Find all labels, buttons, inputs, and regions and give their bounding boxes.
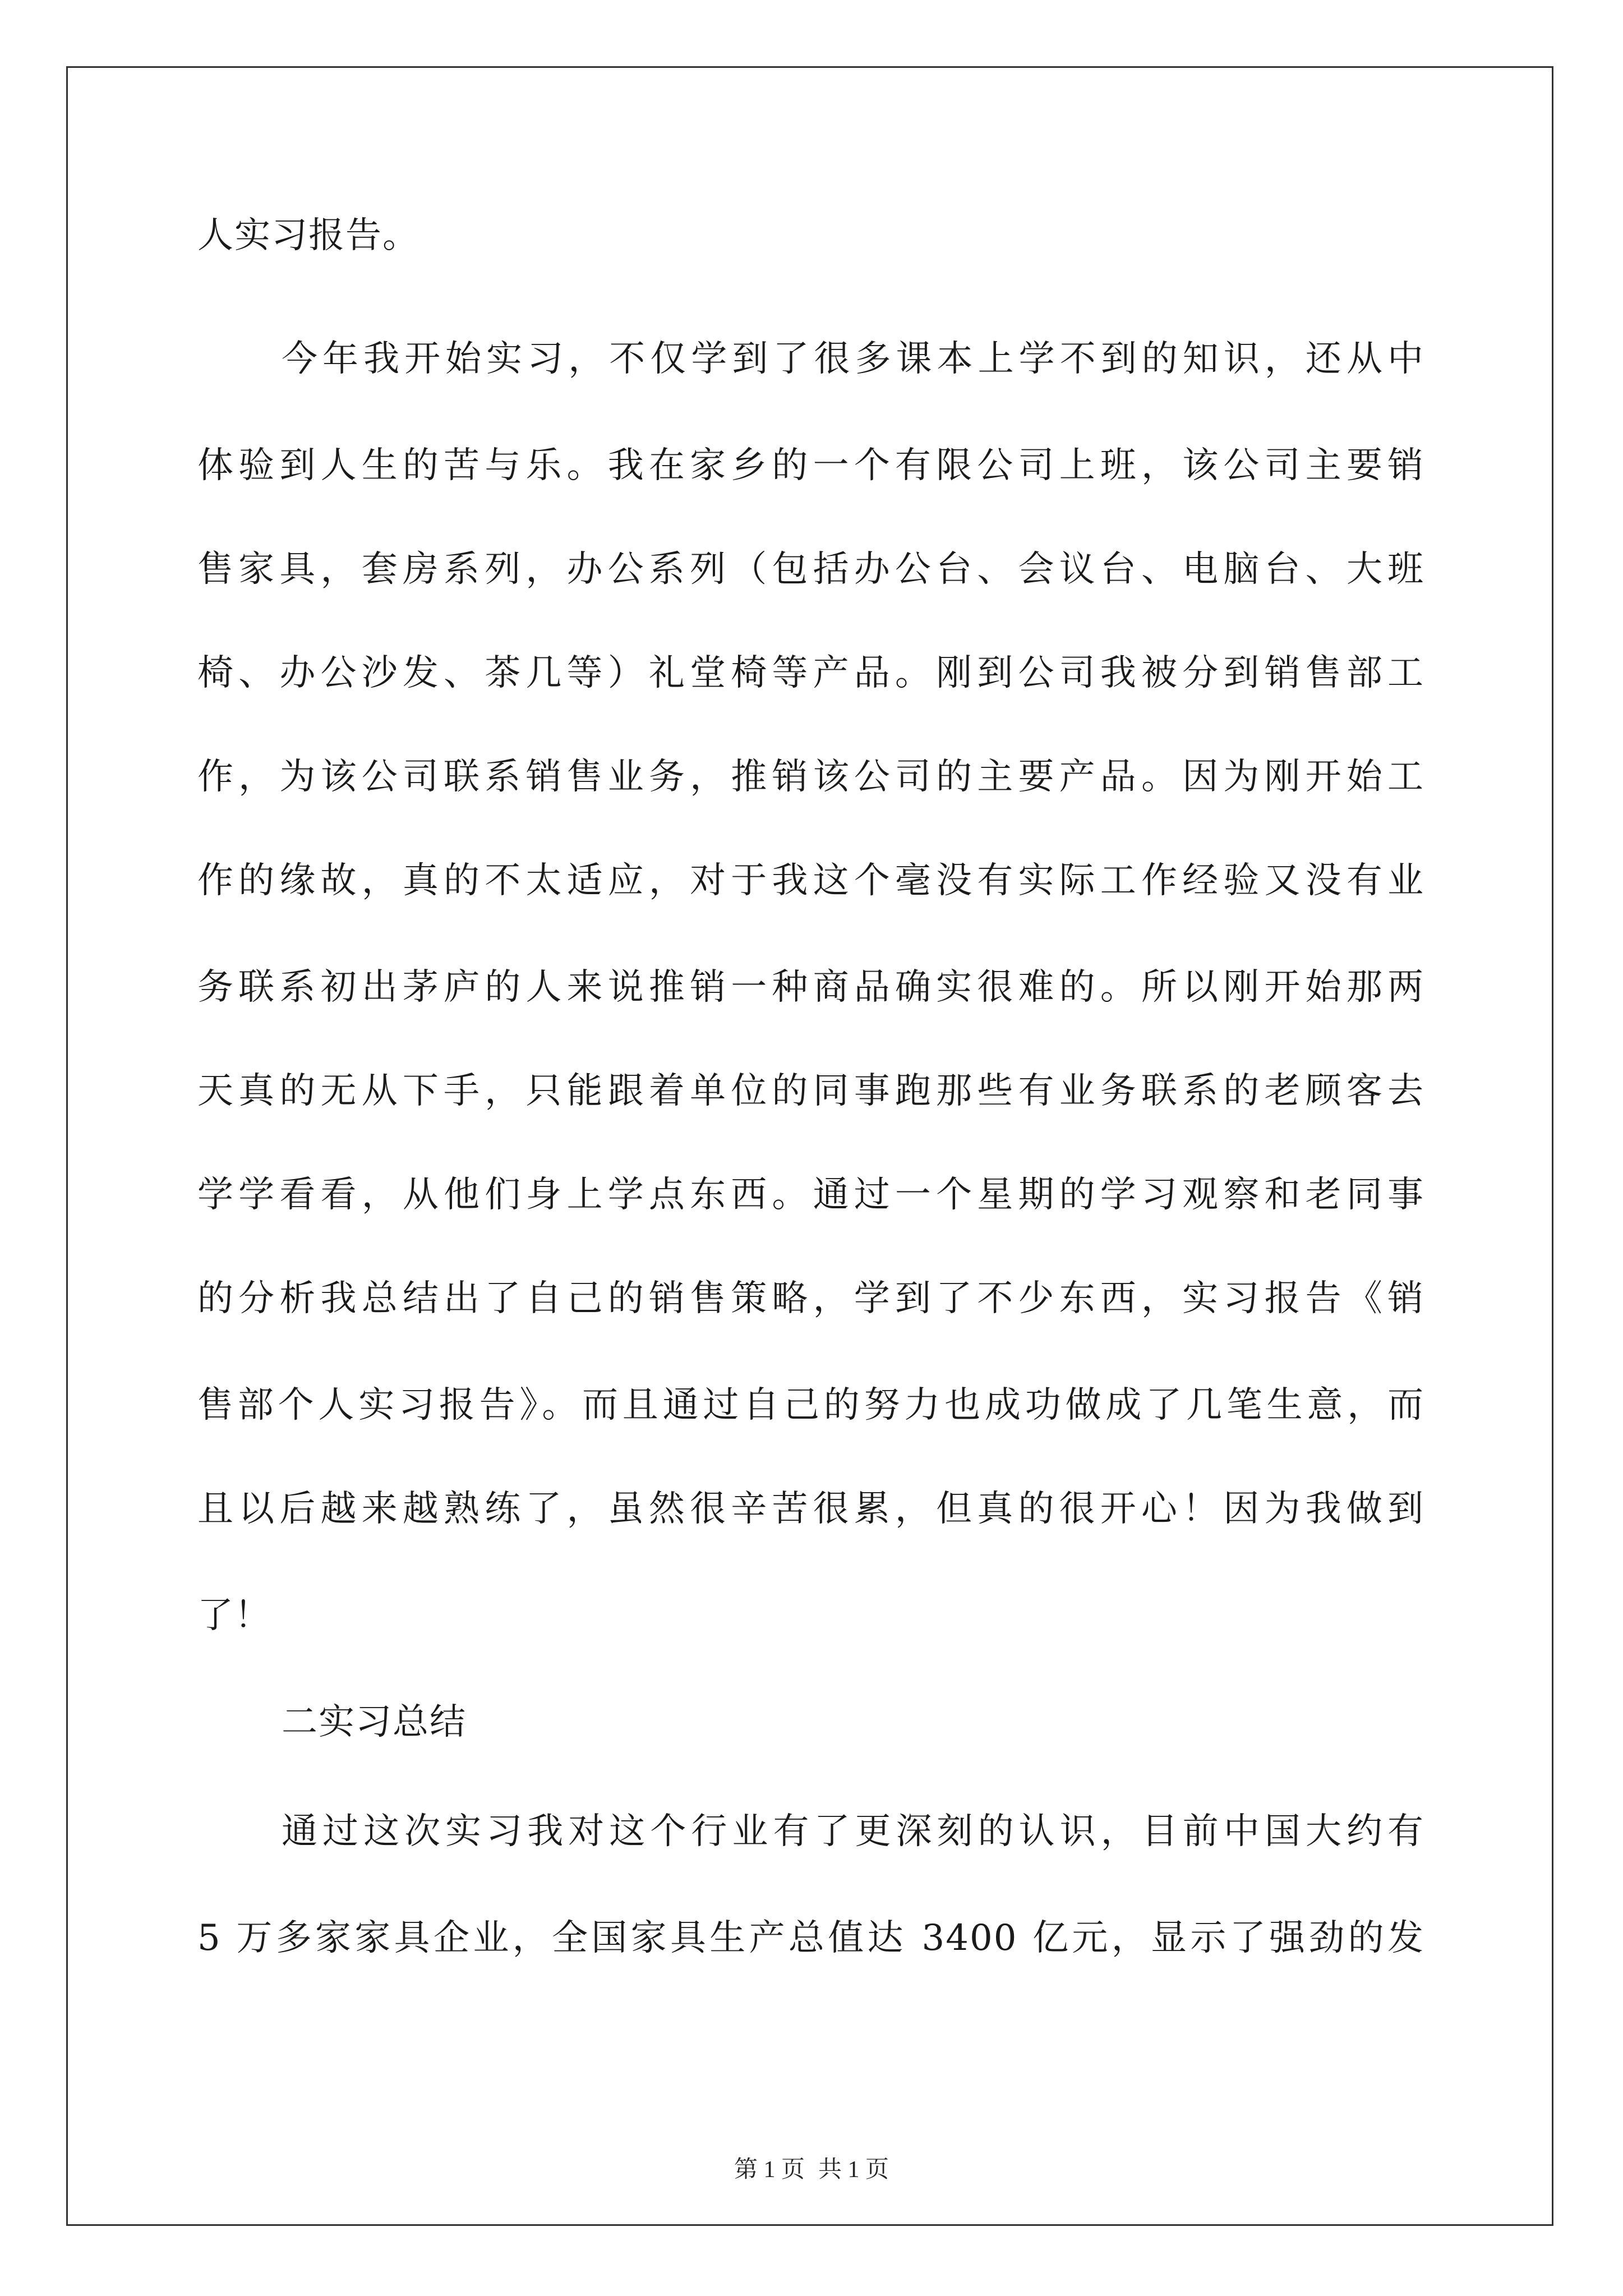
page-footer [0, 2153, 1623, 2187]
paragraph-line-first: 今年我开始实习，不仅学到了很多课本上学不到的知识，还从中 [282, 338, 1424, 380]
paragraph-line: 学学看看，从他们身上学点东西。通过一个星期的学习观察和老同事 [197, 1174, 1424, 1216]
paragraph-line-last: 了！ [197, 1595, 271, 1636]
page-number: 第 1 页 [734, 2157, 805, 2183]
paragraph-line-first: 通过这次实习我对这个行业有了更深刻的认识，目前中国大约有 [282, 1811, 1424, 1852]
paragraph-line: 椅、办公沙发、茶几等）礼堂椅等产品。刚到公司我被分到销售部工 [197, 652, 1424, 694]
page-total: 共 1 页 [818, 2157, 889, 2183]
paragraph-line: 体验到人生的苦与乐。我在家乡的一个有限公司上班，该公司主要销 [197, 445, 1424, 486]
page-frame [66, 66, 1553, 2226]
paragraph-line: 务联系初出茅庐的人来说推销一种商品确实很难的。所以刚开始那两 [197, 967, 1424, 1008]
paragraph-line: 天真的无从下手，只能跟着单位的同事跑那些有业务联系的老顾客去 [197, 1070, 1424, 1112]
section-heading: 二实习总结 [282, 1701, 467, 1743]
paragraph-line: 售家具，套房系列，办公系列（包括办公台、会议台、电脑台、大班 [197, 549, 1424, 590]
paragraph-line: 作，为该公司联系销售业务，推销该公司的主要产品。因为刚开始工 [197, 756, 1424, 798]
paragraph-line: 售部个人实习报告》。而且通过自己的努力也成功做成了几笔生意，而 [197, 1384, 1424, 1426]
paragraph-line: 且以后越来越熟练了，虽然很辛苦很累，但真的很开心！因为我做到 [197, 1488, 1424, 1530]
paragraph-line: 5 万多家家具企业，全国家具生产总值达 3400 亿元，显示了强劲的发 [197, 1917, 1424, 1959]
paragraph-line: 作的缘故，真的不太适应，对于我这个毫没有实际工作经验又没有业 [197, 860, 1424, 901]
paragraph-line-continuation: 人实习报告。 [197, 215, 419, 256]
paragraph-line: 的分析我总结出了自己的销售策略，学到了不少东西，实习报告《销 [197, 1278, 1424, 1319]
